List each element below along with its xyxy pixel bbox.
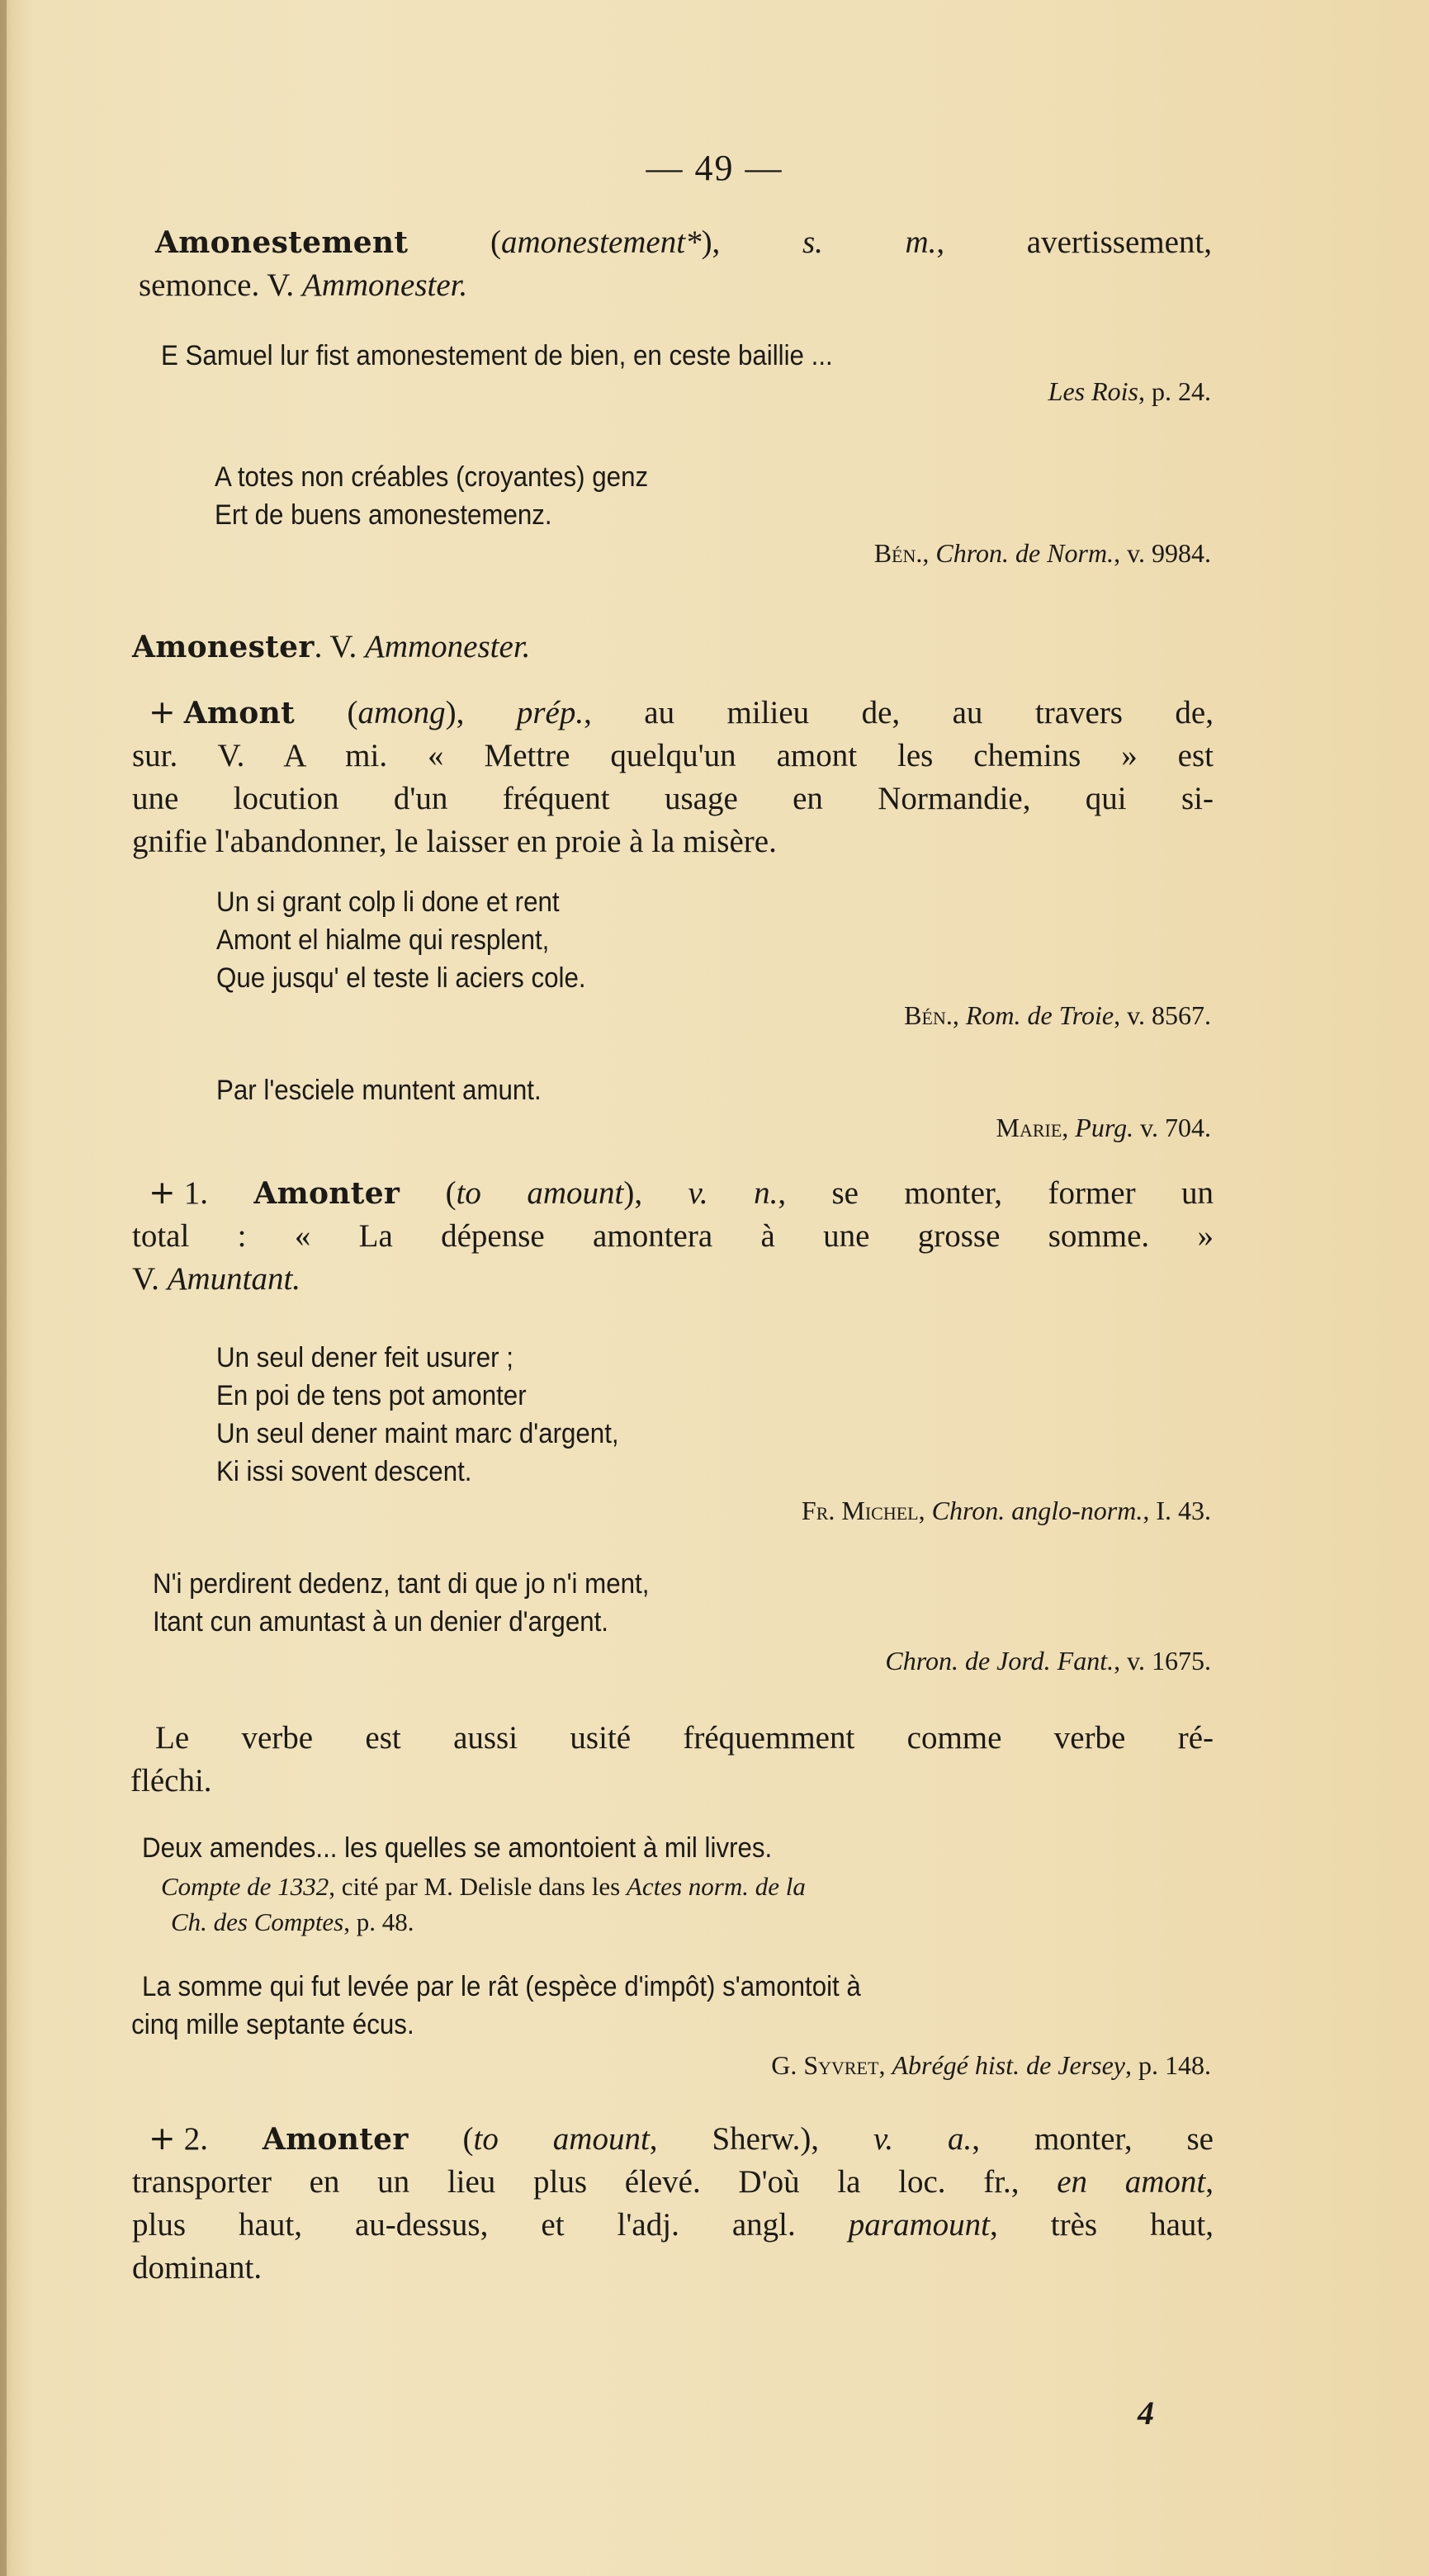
part-of-speech: v. n. bbox=[688, 1175, 778, 1211]
cross-reference: Ammonester. bbox=[301, 267, 468, 303]
cross-reference: Ammonester. bbox=[365, 629, 531, 664]
headword: Amonester bbox=[132, 630, 315, 664]
cross-reference: Amuntant. bbox=[167, 1261, 301, 1297]
entry-amonter-2: + 2. Amonter (to amount, Sherw.), v. a., monter, se transporter en un lieu plus élevé. D'où la loc. fr., en amont, plus haut, au-dessus, et l'adj. angl. paramount, très haut, dominant. bbox=[132, 2120, 1214, 2285]
quotation-source: Bén., Rom. de Troie, v. 8567. bbox=[904, 1000, 1211, 1030]
plus-marker-icon: + bbox=[149, 2120, 176, 2158]
entry-amonester: Amonester. V. Ammonester. bbox=[132, 629, 531, 664]
entry-line: semonce. V. Ammonester. bbox=[139, 267, 468, 303]
etymon: amonestement* bbox=[500, 225, 702, 260]
headword: Amonter bbox=[262, 2122, 409, 2157]
entry-amonter-1: + 1. Amonter (to amount), v. n., se monter, former un total : « La dépense amontera à une grosse somme. » V. Amuntant. bbox=[132, 1175, 1214, 1297]
quotation: La somme qui fut levée par le rât (espèce d'impôt) s'amontoit à cinq mille septante écus. bbox=[131, 1971, 861, 2040]
sense-number: 2. bbox=[183, 2121, 208, 2157]
etymon: among bbox=[357, 695, 446, 730]
quotation-source: Marie, Purg. v. 704. bbox=[996, 1113, 1211, 1142]
signature-mark: 4 bbox=[1138, 2394, 1154, 2432]
part-of-speech: v. a. bbox=[873, 2121, 972, 2157]
part-of-speech: s. m. bbox=[802, 225, 937, 260]
page-number: — 49 — bbox=[646, 148, 783, 188]
quotation-source: G. Syvret, Abrégé hist. de Jersey, p. 148. bbox=[771, 2050, 1211, 2080]
quotation: E Samuel lur fist amonestement de bien, en ceste baillie ... bbox=[161, 340, 833, 371]
usage-note: Le verbe est aussi usité fréquemment comme verbe ré- fléchi. bbox=[130, 1720, 1214, 1798]
quotation-verse: A totes non créables (croyantes) genz Ert de buens amonestemenz. bbox=[215, 461, 649, 531]
quotation-source: Les Rois, p. 24. bbox=[1048, 376, 1211, 406]
part-of-speech: prép. bbox=[464, 695, 584, 730]
quotation-source: Fr. Michel, Chron. anglo-norm., I. 43. bbox=[801, 1496, 1211, 1525]
quotation-verse: Un si grant colp li done et rent Amont el hialme qui resplent, Que jusqu' el teste li aciers cole. bbox=[216, 886, 586, 994]
quotation-source: Compte de 1332, cité par M. Delisle dans les Actes norm. de la Ch. des Comptes, p. 48. bbox=[161, 1872, 806, 1936]
etymon: to amount bbox=[456, 1175, 624, 1211]
quotation: Par l'esciele muntent amunt. bbox=[216, 1075, 542, 1106]
headword: Amonestement bbox=[155, 225, 409, 260]
entry-amont: + Amont (among), prép., au milieu de, au travers de, sur. V. A mi. « Mettre quelqu'un amont les chemins » est une locution d'un fréquent usage en Normandie, qui si- gnifie l'abandonner, le laisser en proie à la misère. bbox=[132, 694, 1214, 859]
plus-marker-icon: + bbox=[149, 1175, 176, 1212]
quotation-source: Chron. de Jord. Fant., v. 1675. bbox=[885, 1646, 1211, 1676]
quotation-verse: N'i perdirent dedenz, tant di que jo n'i ment, Itant cun amuntast à un denier d'argent. bbox=[153, 1568, 650, 1638]
entry-amonestement bbox=[139, 221, 1212, 307]
entry-line: Amonestement (amonestement*), s. m., avertissement, bbox=[155, 225, 1212, 260]
headword: Amont bbox=[183, 696, 296, 730]
sense-number: 1. bbox=[183, 1175, 208, 1211]
etymon: to amount bbox=[473, 2121, 650, 2157]
quotation-source: Bén., Chron. de Norm., v. 9984. bbox=[873, 538, 1211, 568]
quotation-verse: Un seul dener feit usurer ; En poi de tens pot amonter Un seul dener maint marc d'argent, Ki issi sovent descent. bbox=[216, 1342, 619, 1487]
plus-marker-icon: + bbox=[149, 694, 176, 731]
quotation: Deux amendes... les quelles se amontoient à mil livres. bbox=[142, 1832, 773, 1864]
headword: Amonter bbox=[253, 1176, 400, 1211]
